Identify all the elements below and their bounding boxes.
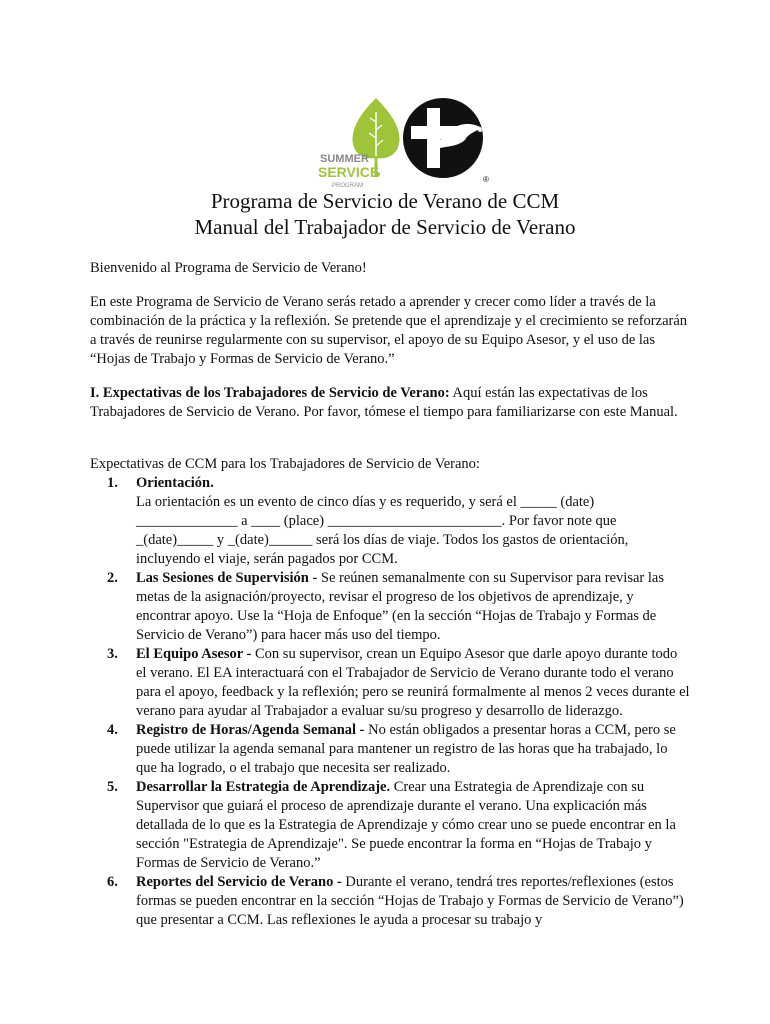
item-text: Durante el verano, tendrá tres reportes/reflexiones (estos formas se pueden encontrar en la sección “Hojas de Trabajo y Formas de Servicio de Verano”) que presentar a CCM. Las reflexiones le ayuda a procesar su trabajo y — [136, 874, 684, 928]
ssp-line1: SUMMER — [320, 153, 369, 165]
list-item — [90, 645, 690, 721]
item-number: 1. — [107, 475, 118, 491]
item-number: 2. — [107, 570, 118, 586]
welcome-text: Bienvenido al Programa de Servicio de Verano! — [90, 260, 367, 276]
ssp-line2: SERVICE — [318, 164, 380, 180]
item-number: 3. — [107, 646, 118, 662]
intro-paragraph: En este Programa de Servicio de Verano serás retado a aprender y crecer como líder a través de la combinación de la práctica y la reflexión. Se pretende que el aprendizaje y el crecimiento se reforzarán a través de reunirse regularmente con su supervisor, el apoyo de su Equipo Asesor, y el uso de las “Hojas de Trabajo y Formas de Servicio de Verano.” — [90, 294, 688, 367]
item-title: El Equipo Asesor - — [136, 646, 252, 662]
section-1-heading: I. Expectativas de los Trabajadores de Servicio de Verano: — [90, 385, 450, 401]
list-item — [90, 569, 690, 645]
list-item — [90, 778, 690, 873]
list-item — [90, 873, 690, 930]
item-text: Se reúnen semanalmente con su Supervisor para revisar las metas de la asignación/proyecto, revisar el progreso de los objetivos de aprendizaje, y encontrar apoyo. Use la “Hoja de Enfoque” (en la sección “Hojas de Trabajo y Formas de Servicio de Verano”) para hacer más uso del tiempo. — [136, 570, 664, 643]
logo-group — [318, 94, 492, 194]
list-item — [90, 721, 690, 778]
item-title: Orientación. — [136, 475, 214, 491]
list-intro: Expectativas de CCM para los Trabajadores de Servicio de Verano: — [90, 456, 480, 472]
item-number: 5. — [107, 779, 118, 795]
item-text: La orientación es un evento de cinco días y es requerido, y será el _____ (date) ______________ a ____ (place) ________________________. Por favor note que _(date)_____ y _(date)______ será los días de viaje. Todos los gastos de orientación, incluyendo el viaje, serán pagados por CCM. — [136, 494, 629, 567]
item-title: Registro de Horas/Agenda Semanal - — [136, 722, 365, 738]
summer-service-program-logo — [318, 94, 492, 194]
item-text: Con su supervisor, crean un Equipo Asesor que darle apoyo durante todo el verano. El EA interactuará con el Trabajador de Servicio de Verano durante todo el verano para el apoyo, feedback y la reflexión; pero se reunirá formalmente al menos 2 veces durante el verano para ayudar al Trabajador a evaluar su/su progreso y desarrollo de liderazgo. — [136, 646, 690, 719]
ssp-line3: PROGRAM — [332, 183, 364, 189]
item-number: 6. — [107, 874, 118, 890]
ccm-dove-cross-logo — [403, 98, 483, 178]
expectations-list — [90, 474, 690, 930]
registered-mark: ® — [483, 175, 489, 184]
item-text: No están obligados a presentar horas a CCM, pero se puede utilizar la agenda semanal para mantener un registro de las horas que ha trabajado, lo que ha logrado, o el trabajo que necesita ser realizado. — [136, 722, 676, 776]
section-1-paragraph — [90, 384, 690, 422]
section-1-text: Aquí están las expectativas de los Trabajadores de Servicio de Verano. Por favor, tómese el tiempo para familiarizarse con este Manual. — [90, 385, 678, 420]
item-title: Desarrollar la Estrategia de Aprendizaje. — [136, 779, 391, 795]
item-title: Las Sesiones de Supervisión - — [136, 570, 318, 586]
item-text: Crear una Estrategia de Aprendizaje con su Supervisor que guiará el proceso de aprendizaje durante el verano. Una explicación más detallada de lo que es la Estrategia de Aprendizaje y cómo crear uno se puede encontrar en la sección "Estrategia de Aprendizaje". Se puede encontrar la forma en “Hojas de Trabajo y Formas de Servicio de Verano.” — [136, 779, 676, 871]
item-number: 4. — [107, 722, 118, 738]
document-subtitle: Manual del Trabajador de Servicio de Verano — [194, 215, 576, 239]
list-item — [90, 474, 690, 569]
item-title: Reportes del Servicio de Verano - — [136, 874, 342, 890]
document-title: Programa de Servicio de Verano de CCM — [210, 189, 560, 213]
